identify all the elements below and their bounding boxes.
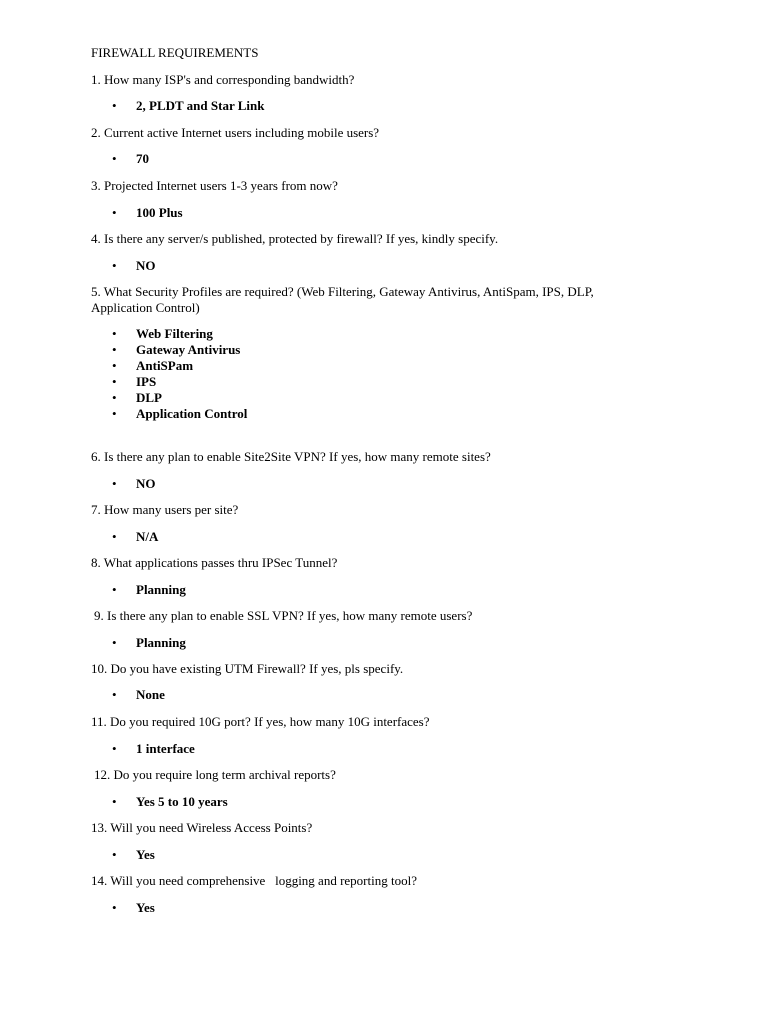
answer-text: IPS: [136, 374, 157, 389]
answer-text: DLP: [136, 390, 162, 405]
answer-text: Planning: [136, 635, 186, 650]
bullet-icon: •: [112, 98, 117, 113]
bullet-icon: •: [112, 358, 117, 373]
question-9: 9. Is there any plan to enable SSL VPN? If yes, how many remote users?: [94, 608, 473, 623]
answer-text: 70: [136, 151, 149, 166]
bullet-icon: •: [112, 794, 117, 809]
bullet-icon: •: [112, 847, 117, 862]
answer-text: 2, PLDT and Star Link: [136, 98, 265, 113]
answer-text: Planning: [136, 582, 186, 597]
question-8: 8. What applications passes thru IPSec Tunnel?: [91, 555, 338, 570]
answer-text: None: [136, 687, 165, 702]
answer-text: Application Control: [136, 406, 248, 421]
bullet-icon: •: [112, 476, 117, 491]
answer-text: Yes: [136, 847, 155, 862]
document-title: FIREWALL REQUIREMENTS: [91, 45, 259, 60]
bullet-icon: •: [112, 258, 117, 273]
question-6: 6. Is there any plan to enable Site2Site VPN? If yes, how many remote sites?: [91, 449, 491, 464]
question-13: 13. Will you need Wireless Access Points?: [91, 820, 313, 835]
answer-text: Web Filtering: [136, 326, 213, 341]
answer-text: NO: [136, 258, 156, 273]
answer-text: AntiSPam: [136, 358, 194, 373]
question-5: 5. What Security Profiles are required? (Web Filtering, Gateway Antivirus, AntiSpam, IPS, DLP, Application Control): [91, 284, 594, 315]
bullet-icon: •: [112, 205, 117, 220]
question-2: 2. Current active Internet users including mobile users?: [91, 125, 380, 140]
bullet-icon: •: [112, 529, 117, 544]
bullet-icon: •: [112, 406, 117, 421]
question-14: 14. Will you need comprehensive logging and reporting tool?: [91, 873, 417, 888]
answer-text: NO: [136, 476, 156, 491]
bullet-icon: •: [112, 151, 117, 166]
answer-text: Gateway Antivirus: [136, 342, 241, 357]
bullet-icon: •: [112, 741, 117, 756]
bullet-icon: •: [112, 900, 117, 915]
question-4: 4. Is there any server/s published, protected by firewall? If yes, kindly specify.: [91, 231, 499, 246]
answer-text: 1 interface: [136, 741, 195, 756]
bullet-icon: •: [112, 374, 117, 389]
bullet-icon: •: [112, 342, 117, 357]
question-1: 1. How many ISP's and corresponding bandwidth?: [91, 72, 355, 87]
answer-text: N/A: [136, 529, 159, 544]
question-11: 11. Do you required 10G port? If yes, how many 10G interfaces?: [91, 714, 430, 729]
answer-text: Yes 5 to 10 years: [136, 794, 228, 809]
bullet-icon: •: [112, 326, 117, 341]
question-12: 12. Do you require long term archival reports?: [94, 767, 336, 782]
bullet-icon: •: [112, 687, 117, 702]
bullet-icon: •: [112, 390, 117, 405]
answer-text: Yes: [136, 900, 155, 915]
question-3: 3. Projected Internet users 1-3 years from now?: [91, 178, 338, 193]
bullet-icon: •: [112, 635, 117, 650]
question-10: 10. Do you have existing UTM Firewall? If yes, pls specify.: [91, 661, 404, 676]
bullet-icon: •: [112, 582, 117, 597]
answer-text: 100 Plus: [136, 205, 183, 220]
question-7: 7. How many users per site?: [91, 502, 239, 517]
